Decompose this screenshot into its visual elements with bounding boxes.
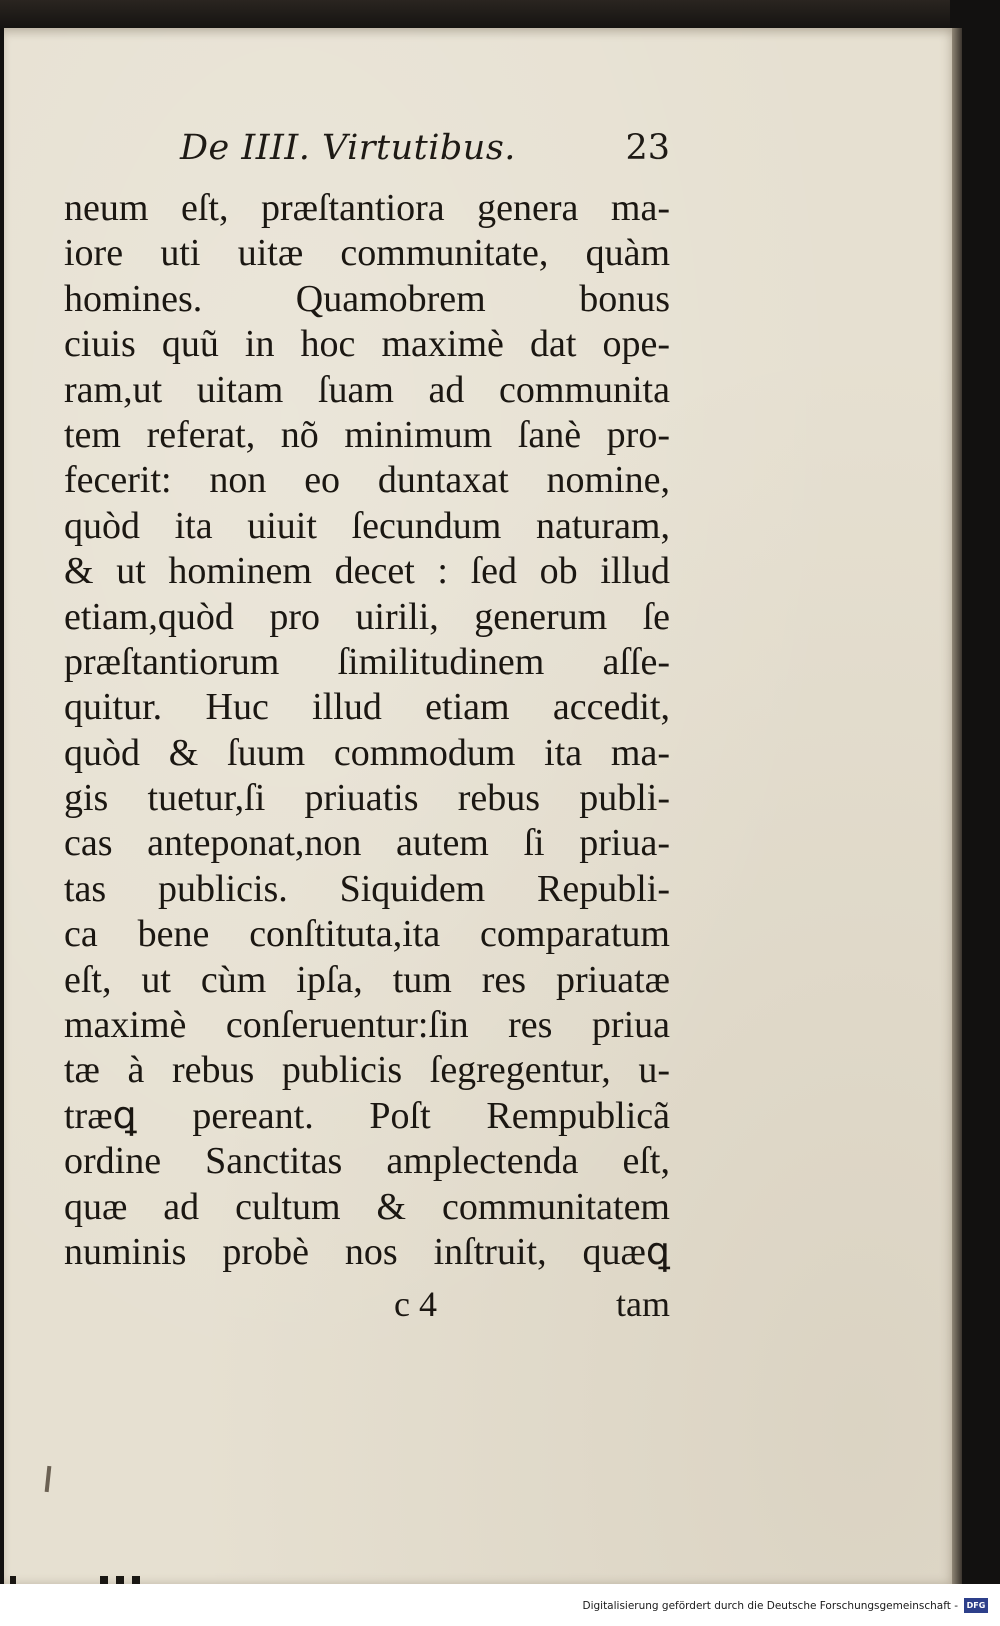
text-line: præſtantiorum ſimilitudinem aſſe- xyxy=(64,640,670,683)
text-line: ca bene conſtituta,ita comparatum xyxy=(64,913,670,956)
page-number: 23 xyxy=(625,128,670,168)
text-line: quòd ita uiuit ſecundum naturam, xyxy=(64,504,670,547)
digitization-credit: Digitalisierung gefördert durch die Deutsche Forschungsgemeinschaft - xyxy=(582,1600,958,1612)
book-top-edge xyxy=(0,0,950,30)
text-line: quòd & ſuum commodum ita ma- xyxy=(64,731,670,774)
text-line: ordine Sanctitas amplectenda eſt, xyxy=(64,1140,670,1183)
text-line: tas publicis. Siquidem Republi- xyxy=(64,867,670,910)
text-line: fecerit: non eo duntaxat nomine, xyxy=(64,459,670,502)
text-line: quitur. Huc illud etiam accedit, xyxy=(64,686,670,729)
text-line: homines. Quamobrem bonus xyxy=(64,277,670,320)
text-line: ciuis quũ in hoc maximè dat ope- xyxy=(64,323,670,366)
text-line: iore uti uitæ communitate, quàm xyxy=(64,232,670,275)
text-line: etiam,quòd pro uirili, generum ſe xyxy=(64,595,670,638)
page-header xyxy=(180,128,670,186)
page-fore-edge xyxy=(952,28,962,1584)
text-line: tæ à rebus publicis ſegregentur, u- xyxy=(64,1049,670,1092)
body-text xyxy=(64,186,670,1275)
text-line: gis tuetur,ſi priuatis rebus publi- xyxy=(64,777,670,820)
page-footer xyxy=(64,1283,670,1328)
text-line: neum eſt, præſtantiora genera ma- xyxy=(64,187,670,229)
text-line: eſt, ut cùm ipſa, tum res priuatæ xyxy=(64,958,670,1001)
text-line: tem referat, nõ minimum ſanè pro- xyxy=(64,413,670,456)
catchword: tam xyxy=(616,1284,670,1324)
dfg-logo: DFG xyxy=(964,1598,988,1613)
text-line: ram,ut uitam ſuam ad communita xyxy=(64,368,670,411)
text-line: & ut hominem decet : ſed ob illud xyxy=(64,550,670,593)
text-line: numinis probè nos inſtruit, quæꝗ xyxy=(64,1230,670,1273)
running-title: De IIII. Virtutibus. xyxy=(180,128,516,168)
signature-mark: c 4 xyxy=(394,1284,437,1324)
text-line: quæ ad cultum & communitatem xyxy=(64,1185,670,1228)
text-line: cas anteponat,non autem ſi priua- xyxy=(64,822,670,865)
text-line: maximè conſeruentur:ſin res priua xyxy=(64,1004,670,1047)
text-line: træꝗ pereant. Poſt Rempublicã xyxy=(64,1094,670,1137)
